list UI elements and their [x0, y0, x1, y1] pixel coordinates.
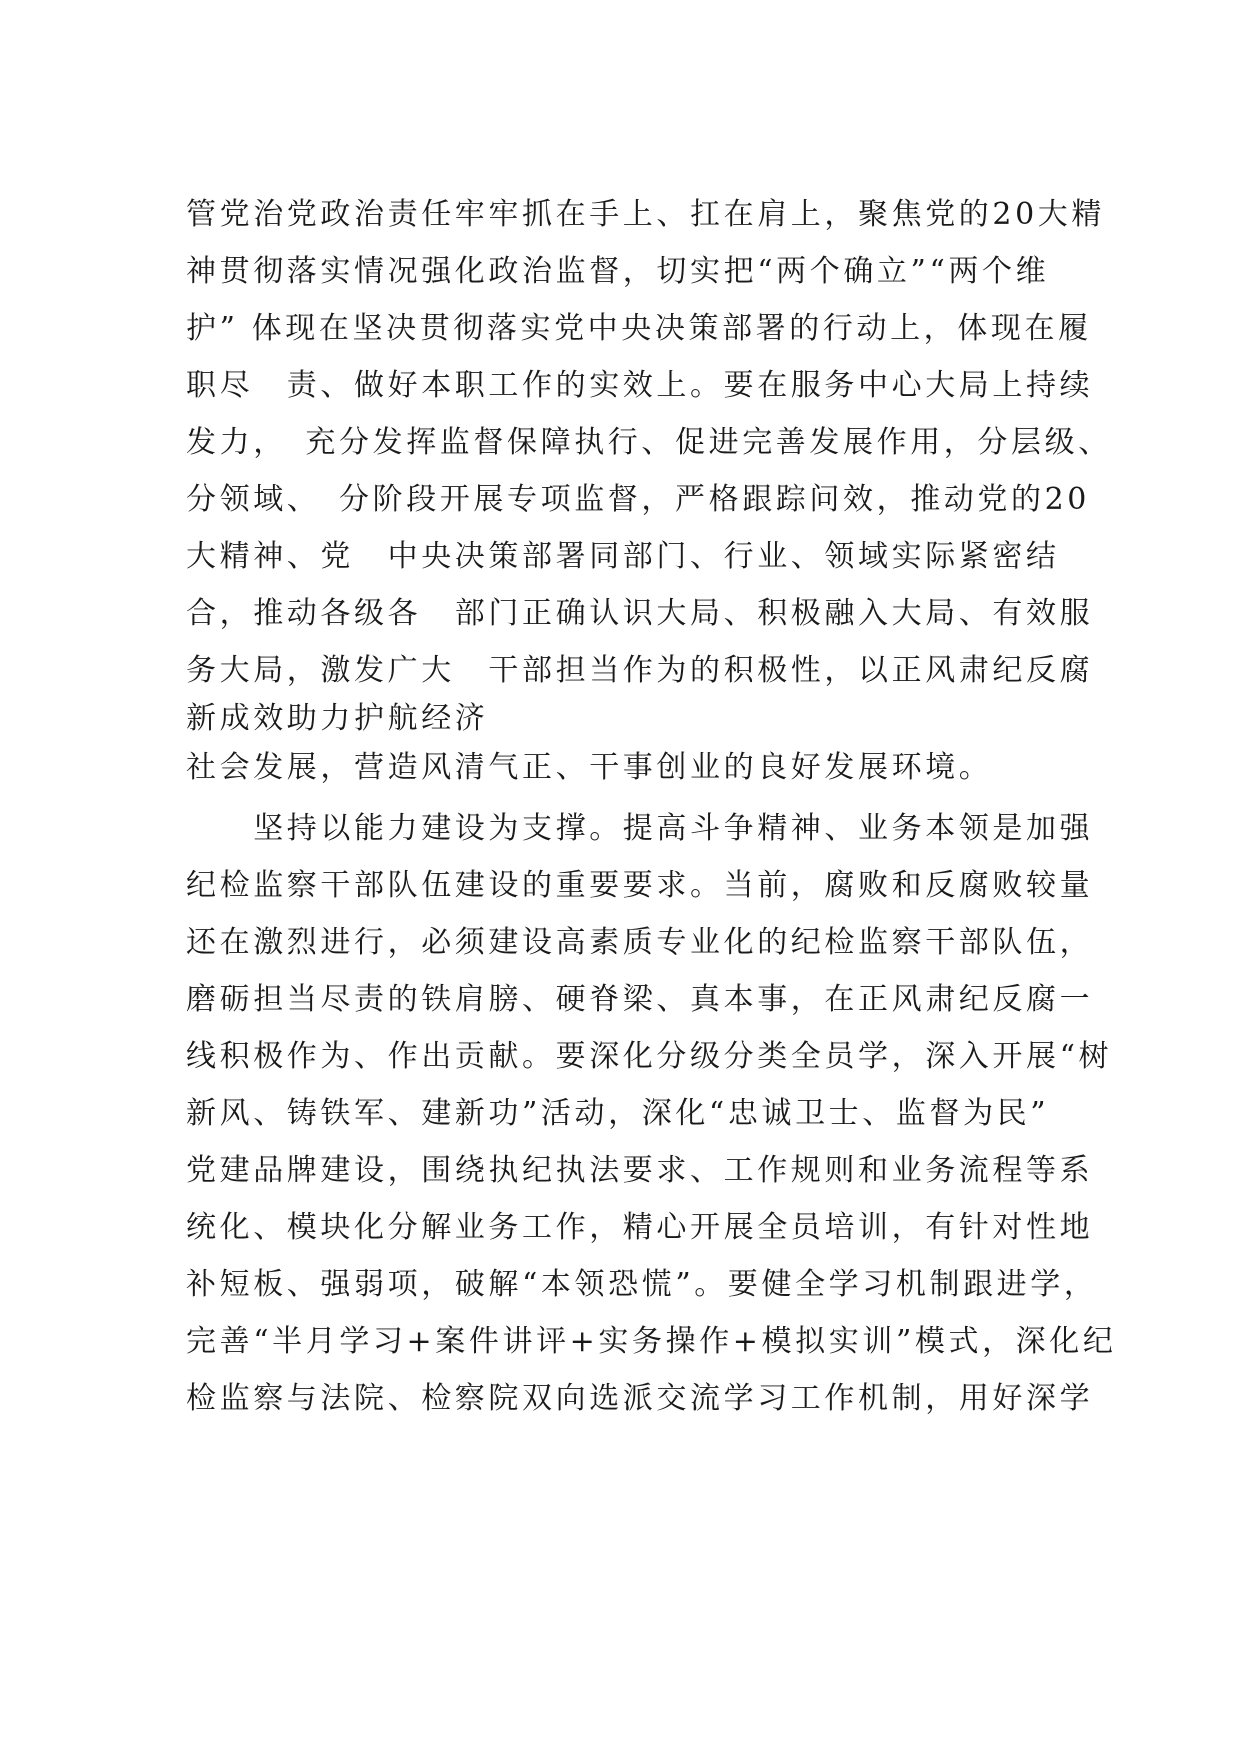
text-line: 补短板、强弱项，破解“本领恐慌”。要健全学习机制跟进学，	[186, 1267, 1098, 1302]
text-line: 检监察与法院、检察院双向选派交流学习工作机制，用好深学	[186, 1381, 1094, 1416]
text-line: 管党治党政治责任牢牢抓在手上、扛在肩上，聚焦党的20大精	[186, 197, 1105, 232]
text-line: 新风、铸铁军、建新功”活动，深化“忠诚卫士、监督为民”	[186, 1096, 1050, 1131]
text-line: 党建品牌建设，围绕执纪执法要求、工作规则和业务流程等系	[186, 1153, 1094, 1188]
text-line: 磨砺担当尽责的铁肩膀、硬脊梁、真本事，在正风肃纪反腐一	[186, 982, 1094, 1017]
paragraph-2	[186, 800, 1117, 1427]
text-line: 发力， 充分发挥监督保障执行、促进完善发展作用，分层级、	[186, 425, 1112, 460]
text-line: 大精神、党 中央决策部署同部门、行业、领域实际紧密结	[186, 539, 1060, 574]
text-line: 职尽 责、做好本职工作的实效上。要在服务中心大局上持续	[186, 368, 1094, 403]
text-line: 合，推动各级各 部门正确认识大局、积极融入大局、有效服	[186, 596, 1094, 631]
text-line: 神贯彻落实情况强化政治监督，切实把“两个确立”“两个维	[186, 254, 1050, 289]
text-line: 护” 体现在坚决贯彻落实党中央决策部署的行动上，体现在履	[186, 311, 1092, 346]
text-line: 新成效助力护航经济	[186, 701, 489, 736]
text-line: 社会发展，营造风清气正、干事创业的良好发展环境。	[186, 750, 993, 785]
text-line: 完善“半月学习+案件讲评+实务操作+模拟实训”模式，深化纪	[186, 1324, 1117, 1359]
text-line: 统化、模块化分解业务工作，精心开展全员培训，有针对性地	[186, 1210, 1094, 1245]
paragraph-1	[186, 186, 1112, 796]
text-line: 还在激烈进行，必须建设高素质专业化的纪检监察干部队伍，	[186, 925, 1094, 960]
text-line: 纪检监察干部队伍建设的重要要求。当前，腐败和反腐败较量	[186, 868, 1094, 903]
text-line: 线积极作为、作出贡献。要深化分级分类全员学，深入开展“树	[186, 1039, 1113, 1074]
text-line: 分领域、 分阶段开展专项监督，严格跟踪问效，推动党的20	[186, 482, 1090, 517]
text-line: 务大局，激发广大 干部担当作为的积极性，以正风肃纪反腐	[186, 653, 1094, 688]
text-line: 坚持以能力建设为支撑。提高斗争精神、业务本领是加强	[186, 811, 1094, 846]
